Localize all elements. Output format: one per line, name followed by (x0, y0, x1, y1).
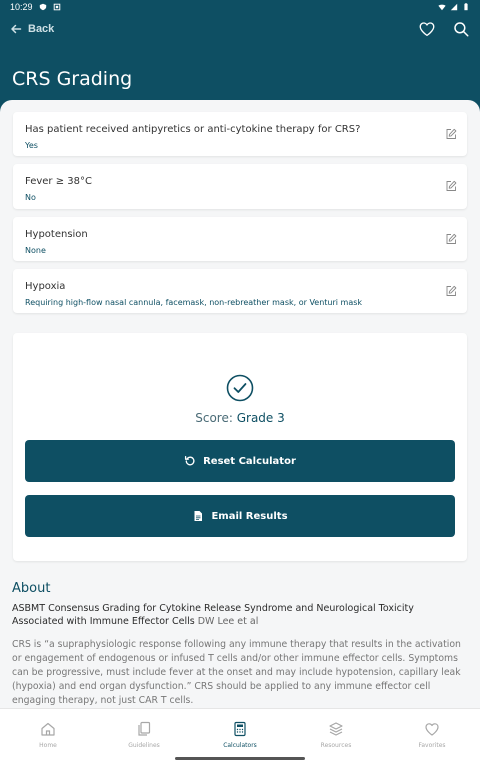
reset-calculator-button[interactable] (25, 440, 455, 482)
back-button[interactable] (10, 23, 54, 35)
question-answer: None (25, 246, 46, 255)
question-answer: Yes (25, 141, 38, 150)
email-results-button[interactable] (25, 495, 455, 537)
edit-icon[interactable] (445, 128, 457, 140)
document-icon (192, 510, 204, 522)
edit-icon[interactable] (445, 285, 457, 297)
question-answer: Requiring high-flow nasal cannula, facemask, non-rebreather mask, or Venturi mask (25, 298, 363, 307)
page-title: CRS Grading (12, 68, 133, 90)
search-icon[interactable] (452, 20, 470, 38)
documents-icon (136, 721, 152, 737)
question-card-hypoxia[interactable] (13, 269, 467, 313)
question-label: Has patient received antipyretics or anti-cytokine therapy for CRS? (25, 124, 361, 135)
question-label: Hypoxia (25, 281, 66, 292)
arrow-left-icon (10, 23, 22, 35)
reference-author: DW Lee et al (197, 616, 259, 627)
status-bar (0, 0, 480, 14)
tab-home[interactable] (0, 709, 96, 768)
about-reference (12, 602, 462, 628)
question-card-hypotension[interactable] (13, 217, 467, 261)
status-time: 10:29 (10, 2, 33, 12)
score-grade: Grade 3 (236, 411, 285, 425)
check-circle-icon (226, 374, 254, 402)
home-icon (40, 721, 56, 737)
reset-icon (184, 455, 196, 467)
shield-icon (39, 3, 47, 11)
reference-title: ASBMT Consensus Grading for Cytokine Release Syndrome and Neurological Toxicity Associated with Immune Effector Cells (12, 603, 414, 627)
score-prefix: Score: (195, 411, 233, 425)
score-text (13, 411, 467, 425)
question-label: Hypotension (25, 229, 88, 240)
back-label: Back (28, 23, 55, 35)
home-indicator[interactable] (175, 757, 305, 760)
reset-label: Reset Calculator (203, 455, 296, 467)
signal-icon (450, 3, 458, 11)
about-description: CRS is “a supraphysiologic response following any immune therapy that results in the activation or engagement of endogenous or infused T cells and/or other immune effector cells. Symptoms can be progressive, must include fever at the onset and may include hypotension, capillary leak (hypoxia) and end organ dysfunction.” CRS should be applied to any immune effector cell engaging therapy, not just CAR T cells. (12, 639, 461, 706)
tab-label: Guidelines (128, 742, 160, 749)
tab-label: Calculators (223, 742, 257, 749)
tab-label: Home (39, 742, 57, 749)
notification-icon (53, 3, 61, 11)
tab-favorites[interactable] (384, 709, 480, 768)
tab-label: Resources (320, 742, 352, 749)
layers-icon (328, 721, 344, 737)
top-bar (0, 16, 480, 42)
favorite-heart-icon[interactable] (418, 20, 436, 38)
about-heading: About (12, 581, 51, 596)
heart-icon (424, 721, 440, 737)
question-label: Fever ≥ 38°C (25, 176, 92, 187)
question-answer: No (25, 193, 36, 202)
email-label: Email Results (211, 510, 288, 522)
battery-icon (462, 3, 470, 11)
question-card-antipyretics[interactable] (13, 112, 467, 156)
edit-icon[interactable] (445, 180, 457, 192)
score-panel (13, 333, 467, 561)
question-card-fever[interactable] (13, 164, 467, 209)
tab-label: Favorites (418, 742, 446, 749)
calculator-icon (232, 721, 248, 737)
edit-icon[interactable] (445, 233, 457, 245)
main-content[interactable] (0, 100, 480, 708)
wifi-icon (438, 3, 446, 11)
